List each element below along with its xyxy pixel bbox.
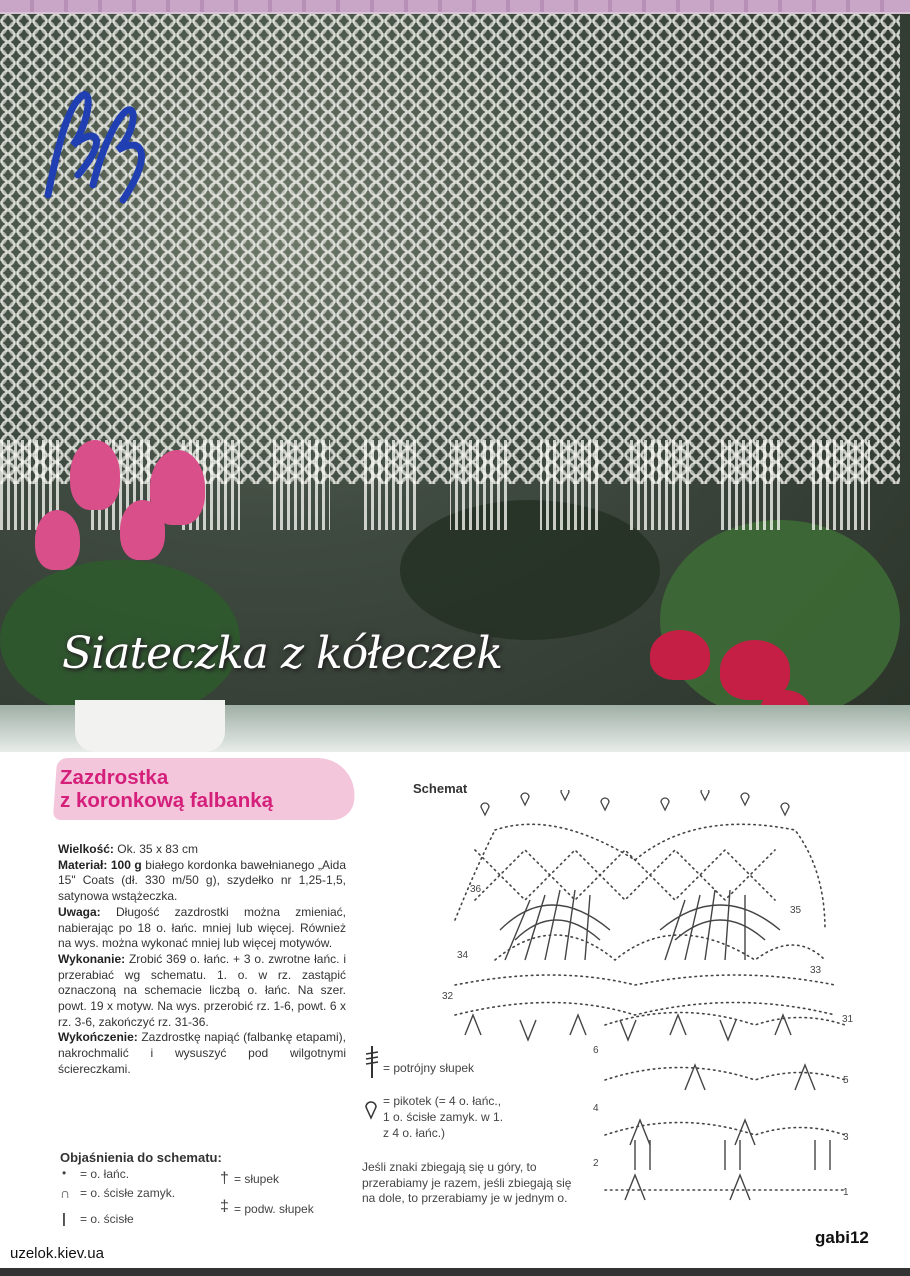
single-crochet-icon: |	[62, 1210, 66, 1226]
legend-slip-close: = o. ścisłe zamyk.	[80, 1186, 176, 1200]
legend-picot: z 4 o. łańc.)	[383, 1126, 446, 1140]
legend-dtr: = podw. słupek	[234, 1202, 314, 1216]
chain-icon: •	[62, 1166, 67, 1180]
diagram-label: Schemat	[413, 781, 468, 796]
legend-picot: 1 o. ścisłe zamyk. w 1.	[383, 1110, 504, 1124]
double-crochet-icon: †	[220, 1170, 229, 1187]
heading-line: z koronkową falbanką	[60, 789, 274, 812]
legend-note: Jeśli znaki zbiegają się u góry, to przerabiamy je razem, jeśli zbiegają się na dole, to przerabiamy je w jednym o.	[362, 1160, 572, 1205]
legend-dc: = słupek	[234, 1172, 280, 1186]
flower	[650, 630, 710, 680]
logo-signature	[38, 85, 158, 215]
flower	[120, 500, 165, 560]
row-number: 1	[843, 1187, 849, 1198]
legend-single: = o. ścisłe	[80, 1212, 134, 1226]
size-paragraph: Wielkość: Ok. 35 x 83 cm	[58, 842, 198, 856]
instructions	[58, 842, 346, 1078]
legend-chain: = o. łańc.	[80, 1167, 130, 1181]
row-number: 2	[593, 1158, 599, 1169]
watermark-url: uzelok.kiev.ua	[10, 1245, 104, 1262]
flower	[35, 510, 80, 570]
row-number: 6	[593, 1045, 599, 1056]
treble-crochet-icon: ‡	[220, 1198, 229, 1215]
work-paragraph: Wykonanie: Zrobić 369 o. łańc. + 3 o. zwrotne łańc. i przerabiać wg schematu. 1. o. w rz. zastąpić oznaczoną na schemacie liczbą o. łańc. Na szer. powt. 19 x motyw. Na wys. przerobić rz. 1-6, powt. 6 x rz. 3-6, zakończyć rz. 31-36.	[58, 951, 346, 1029]
row-number: 36	[470, 884, 482, 895]
slip-close-icon: ∩	[60, 1185, 71, 1201]
triple-treble-icon	[364, 1046, 380, 1078]
heading-line: Zazdrostka	[60, 766, 169, 789]
article-heading	[60, 766, 273, 812]
note-paragraph: Uwaga: Długość zazdrostki można zmieniać, nabierając po 18 o. łańc. mniej lub więcej. Również na wys. można wykonać mniej lub więcej motywów.	[58, 904, 346, 951]
row-number: 4	[593, 1103, 599, 1114]
material-paragraph: Materiał: 100 g białego kordonka bawełnianego „Aida 15" Coats (dł. 330 m/50 g), szydełko nr 1,25-1,5, satynowa wstążeczka.	[58, 857, 346, 904]
picot-icon	[363, 1098, 379, 1120]
signature: gabi12	[815, 1228, 869, 1247]
row-number: 31	[842, 1014, 854, 1025]
row-number: 34	[457, 950, 469, 961]
crochet-chart	[435, 790, 855, 1205]
page-edge	[0, 1268, 910, 1276]
flower-pot	[75, 700, 225, 752]
flower	[70, 440, 120, 510]
row-number: 32	[442, 991, 454, 1002]
finish-paragraph: Wykończenie: Zazdrostkę napiąć (falbankę etapami), nakrochmalić i wysuszyć pod wilgotnymi ściereczkami.	[58, 1030, 346, 1076]
legend-title: Objaśnienia do schematu:	[60, 1150, 222, 1165]
legend-picot: = pikotek (= 4 o. łańc.,	[383, 1094, 502, 1108]
row-number: 5	[843, 1075, 849, 1086]
photo-title: Siateczka z kółeczek	[62, 628, 503, 679]
row-number: 33	[810, 965, 822, 976]
row-number: 35	[790, 905, 802, 916]
legend-trtr: = potrójny słupek	[383, 1061, 475, 1075]
row-number: 3	[843, 1132, 849, 1143]
curtain-ribbon	[0, 0, 910, 14]
